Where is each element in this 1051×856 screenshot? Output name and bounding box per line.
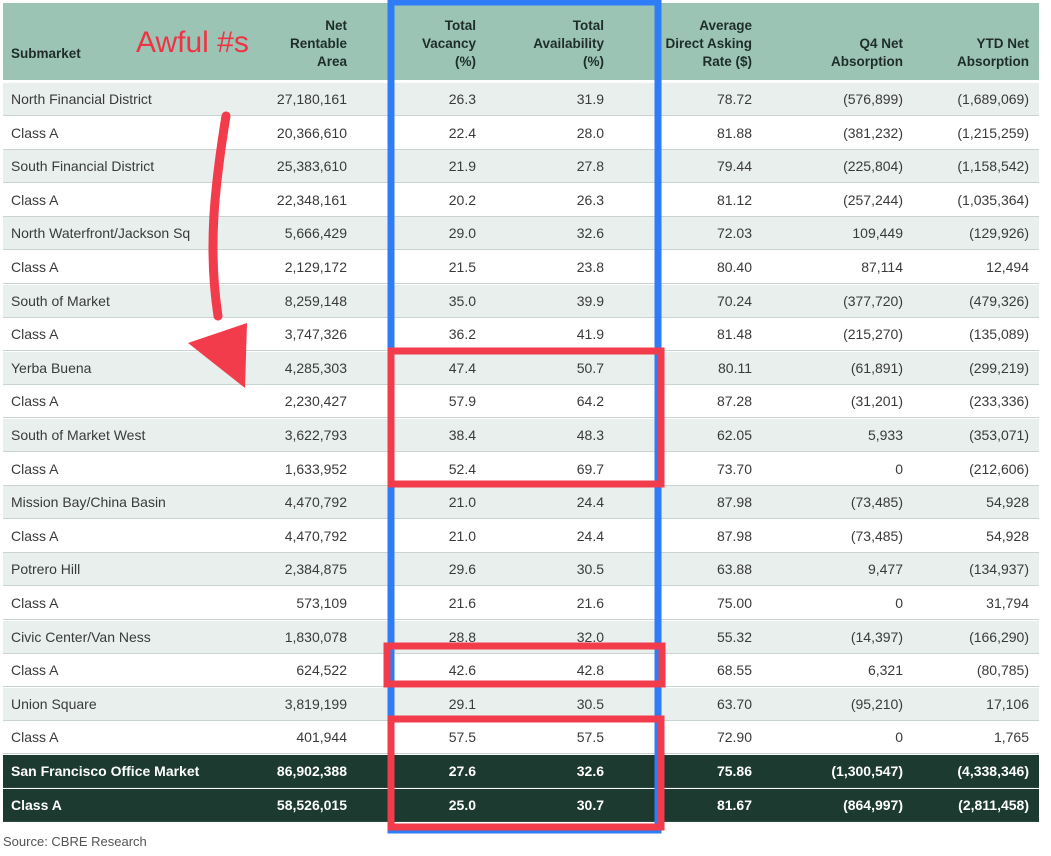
cell-submarket: Class A [11, 326, 59, 343]
cell-total-availability: 30.5 [576, 561, 604, 578]
table-row [3, 587, 1039, 620]
table-row [3, 352, 1039, 385]
cell-total-vacancy: 36.2 [448, 326, 476, 343]
cell-total-availability: 26.3 [576, 191, 604, 208]
cell-q4-net-absorption: (257,244) [843, 191, 903, 208]
cell-submarket: Class A [11, 662, 59, 679]
cell-net-rentable-area: 4,470,792 [284, 527, 347, 544]
cell-total-vacancy: 35.0 [448, 292, 476, 309]
table-row [3, 520, 1039, 553]
cell-average-asking-rate: 81.12 [716, 191, 752, 208]
cell-average-asking-rate: 81.67 [716, 796, 752, 813]
table-row [3, 318, 1039, 351]
cell-ytd-net-absorption: 31,794 [986, 595, 1029, 611]
cell-submarket: Class A [11, 527, 59, 544]
cell-q4-net-absorption: (864,997) [843, 796, 903, 813]
cell-ytd-net-absorption: (479,326) [969, 292, 1029, 309]
cell-submarket: Yerba Buena [11, 359, 92, 376]
cell-ytd-net-absorption: (353,071) [969, 427, 1029, 443]
cell-total-vacancy: 57.9 [448, 393, 476, 410]
cell-ytd-net-absorption: (129,926) [969, 225, 1029, 242]
cell-total-availability: 24.4 [576, 494, 604, 511]
annotation-label: Awful #s [136, 26, 249, 59]
cell-submarket: Potrero Hill [11, 561, 81, 578]
table-row [3, 621, 1039, 654]
cell-ytd-net-absorption: (1,215,259) [957, 124, 1029, 141]
table-row [3, 117, 1039, 150]
cell-submarket: Class A [11, 191, 59, 208]
cell-total-vacancy: 29.1 [448, 695, 476, 712]
cell-net-rentable-area: 5,666,429 [284, 225, 347, 242]
cell-average-asking-rate: 63.88 [716, 561, 752, 578]
cell-submarket: Class A [11, 729, 59, 746]
cell-q4-net-absorption: (225,804) [843, 158, 903, 175]
cell-submarket: Civic Center/Van Ness [11, 628, 151, 645]
cell-total-availability: 39.9 [576, 292, 604, 309]
cell-q4-net-absorption: (576,899) [843, 91, 903, 107]
cell-average-asking-rate: 63.70 [716, 695, 752, 712]
cell-q4-net-absorption: (61,891) [850, 359, 903, 376]
cell-net-rentable-area: 401,944 [296, 729, 347, 746]
cell-average-asking-rate: 70.24 [716, 292, 752, 309]
table-row [3, 553, 1039, 586]
cell-total-availability: 32.6 [576, 763, 604, 779]
cell-ytd-net-absorption: (134,937) [969, 561, 1029, 578]
cell-total-vacancy: 38.4 [448, 427, 476, 443]
header-average-asking-rate: Average Direct Asking Rate ($) [665, 18, 752, 69]
cell-submarket: South of Market [11, 292, 110, 309]
cell-total-vacancy: 47.4 [448, 359, 476, 376]
cell-average-asking-rate: 55.32 [716, 628, 752, 645]
table-row [3, 654, 1039, 687]
cell-total-vacancy: 52.4 [448, 460, 476, 477]
cell-ytd-net-absorption: (4,338,346) [957, 763, 1029, 779]
cell-q4-net-absorption: (1,300,547) [831, 763, 903, 779]
cell-average-asking-rate: 68.55 [716, 662, 752, 679]
total-row [3, 755, 1039, 788]
table-row [3, 486, 1039, 519]
cell-total-availability: 30.7 [576, 796, 604, 813]
cell-total-vacancy: 20.2 [448, 191, 476, 208]
table-row [3, 453, 1039, 486]
table-row [3, 385, 1039, 418]
cell-q4-net-absorption: 109,449 [852, 225, 903, 242]
cell-total-availability: 42.8 [576, 662, 604, 679]
cell-total-vacancy: 21.0 [448, 527, 476, 544]
cell-submarket: North Waterfront/Jackson Sq [11, 225, 191, 242]
cell-total-vacancy: 29.0 [448, 225, 476, 242]
header-ytd-net-absorption: YTD Net Absorption [957, 36, 1029, 69]
total-row [3, 789, 1039, 822]
cell-ytd-net-absorption: 17,106 [986, 695, 1029, 712]
cell-q4-net-absorption: 0 [895, 460, 903, 477]
cell-ytd-net-absorption: 54,928 [986, 494, 1029, 511]
table-row [3, 251, 1039, 284]
cell-submarket: Mission Bay/China Basin [11, 494, 166, 511]
cell-q4-net-absorption: 0 [895, 729, 903, 746]
cell-q4-net-absorption: (31,201) [850, 393, 903, 410]
cell-net-rentable-area: 2,230,427 [284, 393, 347, 410]
cell-average-asking-rate: 75.86 [716, 763, 752, 779]
cell-ytd-net-absorption: (166,290) [969, 628, 1029, 645]
cell-q4-net-absorption: 9,477 [867, 561, 903, 578]
cell-net-rentable-area: 2,129,172 [284, 259, 347, 275]
cell-average-asking-rate: 80.40 [716, 259, 752, 275]
cell-net-rentable-area: 3,622,793 [284, 427, 347, 443]
header-total-availability: Total Availability (%) [533, 18, 604, 69]
cell-submarket: San Francisco Office Market [11, 763, 200, 779]
cell-submarket: North Financial District [11, 91, 152, 107]
cell-average-asking-rate: 72.03 [716, 225, 752, 242]
cell-ytd-net-absorption: (1,158,542) [957, 158, 1029, 175]
cell-net-rentable-area: 2,384,875 [284, 561, 347, 578]
source-note: Source: CBRE Research [3, 834, 147, 849]
cell-total-vacancy: 25.0 [448, 796, 476, 813]
table-row [3, 688, 1039, 721]
table-row [3, 721, 1039, 754]
header-net-rentable-area: Net Rentable Area [289, 18, 347, 69]
cell-average-asking-rate: 81.88 [716, 124, 752, 141]
cell-total-vacancy: 21.0 [448, 494, 476, 511]
cell-q4-net-absorption: (14,397) [850, 628, 903, 645]
cell-q4-net-absorption: 6,321 [867, 662, 903, 679]
cell-total-vacancy: 26.3 [448, 91, 476, 107]
header-submarket: Submarket [11, 46, 81, 61]
cell-average-asking-rate: 72.90 [716, 729, 752, 746]
cell-ytd-net-absorption: 54,928 [986, 527, 1029, 544]
cell-total-availability: 48.3 [576, 427, 604, 443]
cell-average-asking-rate: 78.72 [716, 91, 752, 107]
cell-net-rentable-area: 22,348,161 [276, 191, 347, 208]
cell-total-availability: 32.6 [576, 225, 604, 242]
cell-q4-net-absorption: (95,210) [850, 695, 903, 712]
table-row [3, 184, 1039, 217]
cell-average-asking-rate: 87.28 [716, 393, 752, 410]
table-row [3, 285, 1039, 318]
cell-net-rentable-area: 20,366,610 [276, 124, 347, 141]
cell-average-asking-rate: 87.98 [716, 494, 752, 511]
cell-net-rentable-area: 1,830,078 [284, 628, 347, 645]
cell-submarket: Class A [11, 460, 59, 477]
cell-q4-net-absorption: (215,270) [843, 326, 903, 343]
cell-total-vacancy: 21.6 [448, 595, 476, 611]
table-row [3, 83, 1039, 116]
cell-total-availability: 32.0 [576, 628, 604, 645]
cell-q4-net-absorption: (73,485) [850, 527, 903, 544]
cell-total-availability: 64.2 [576, 393, 604, 410]
cell-q4-net-absorption: (381,232) [843, 124, 903, 141]
cell-submarket: Class A [11, 796, 62, 813]
cell-submarket: Class A [11, 393, 59, 410]
cell-net-rentable-area: 1,633,952 [284, 460, 347, 477]
cell-net-rentable-area: 4,285,303 [284, 359, 347, 376]
cell-average-asking-rate: 81.48 [716, 326, 752, 343]
cell-ytd-net-absorption: (135,089) [969, 326, 1029, 343]
cell-average-asking-rate: 62.05 [716, 427, 752, 443]
cell-ytd-net-absorption: (1,689,069) [957, 91, 1029, 107]
cell-submarket: Class A [11, 595, 59, 611]
cell-ytd-net-absorption: (212,606) [969, 460, 1029, 477]
cell-ytd-net-absorption: (299,219) [969, 359, 1029, 376]
cell-net-rentable-area: 86,902,388 [276, 763, 347, 779]
cell-ytd-net-absorption: 1,765 [993, 729, 1029, 746]
cell-net-rentable-area: 25,383,610 [276, 158, 347, 175]
cell-ytd-net-absorption: (80,785) [976, 662, 1029, 679]
cell-average-asking-rate: 87.98 [716, 527, 752, 544]
cell-total-availability: 24.4 [576, 527, 604, 544]
cell-total-availability: 57.5 [576, 729, 604, 746]
cell-submarket: South of Market West [11, 427, 146, 443]
cell-net-rentable-area: 3,747,326 [284, 326, 347, 343]
table-row [3, 217, 1039, 250]
cell-total-vacancy: 21.5 [448, 259, 476, 275]
table-row [3, 150, 1039, 183]
header-total-vacancy: Total Vacancy (%) [421, 18, 476, 69]
cell-q4-net-absorption: 0 [895, 595, 903, 611]
cell-total-availability: 69.7 [576, 460, 604, 477]
cell-average-asking-rate: 73.70 [716, 460, 752, 477]
cell-ytd-net-absorption: 12,494 [986, 259, 1029, 275]
cell-total-vacancy: 27.6 [448, 763, 476, 779]
cell-ytd-net-absorption: (2,811,458) [958, 796, 1029, 813]
cell-net-rentable-area: 573,109 [296, 595, 347, 611]
cell-net-rentable-area: 624,522 [296, 662, 347, 679]
cell-net-rentable-area: 3,819,199 [284, 695, 347, 712]
cell-net-rentable-area: 58,526,015 [276, 796, 347, 813]
cell-total-availability: 27.8 [576, 158, 604, 175]
cell-net-rentable-area: 27,180,161 [276, 91, 347, 107]
header-q4-net-absorption: Q4 Net Absorption [831, 36, 903, 69]
cell-total-vacancy: 29.6 [448, 561, 476, 578]
table-row [3, 419, 1039, 452]
cell-total-availability: 50.7 [576, 359, 604, 376]
cell-submarket: Class A [11, 259, 59, 275]
cell-total-availability: 30.5 [576, 695, 604, 712]
cell-submarket: Union Square [11, 695, 97, 712]
cell-q4-net-absorption: (73,485) [850, 494, 903, 511]
cell-total-vacancy: 22.4 [448, 124, 476, 141]
cell-total-vacancy: 21.9 [448, 158, 476, 175]
cell-submarket: South Financial District [11, 158, 155, 175]
cell-total-vacancy: 28.8 [448, 628, 476, 645]
cell-total-availability: 28.0 [576, 124, 604, 141]
cell-average-asking-rate: 80.11 [718, 359, 752, 376]
cell-ytd-net-absorption: (1,035,364) [957, 191, 1029, 208]
cell-net-rentable-area: 8,259,148 [284, 292, 347, 309]
cell-total-availability: 21.6 [576, 595, 604, 611]
cell-q4-net-absorption: 5,933 [867, 427, 903, 443]
cell-total-vacancy: 57.5 [448, 729, 476, 746]
cell-net-rentable-area: 4,470,792 [284, 494, 347, 511]
cell-total-availability: 41.9 [576, 326, 604, 343]
cell-submarket: Class A [11, 124, 59, 141]
cell-total-availability: 31.9 [576, 91, 604, 107]
cell-total-vacancy: 42.6 [448, 662, 476, 679]
cell-q4-net-absorption: (377,720) [843, 292, 903, 309]
cell-total-availability: 23.8 [576, 259, 604, 275]
cell-average-asking-rate: 75.00 [716, 595, 752, 611]
cell-ytd-net-absorption: (233,336) [969, 393, 1029, 410]
cell-q4-net-absorption: 87,114 [861, 259, 903, 275]
cell-average-asking-rate: 79.44 [716, 158, 752, 175]
